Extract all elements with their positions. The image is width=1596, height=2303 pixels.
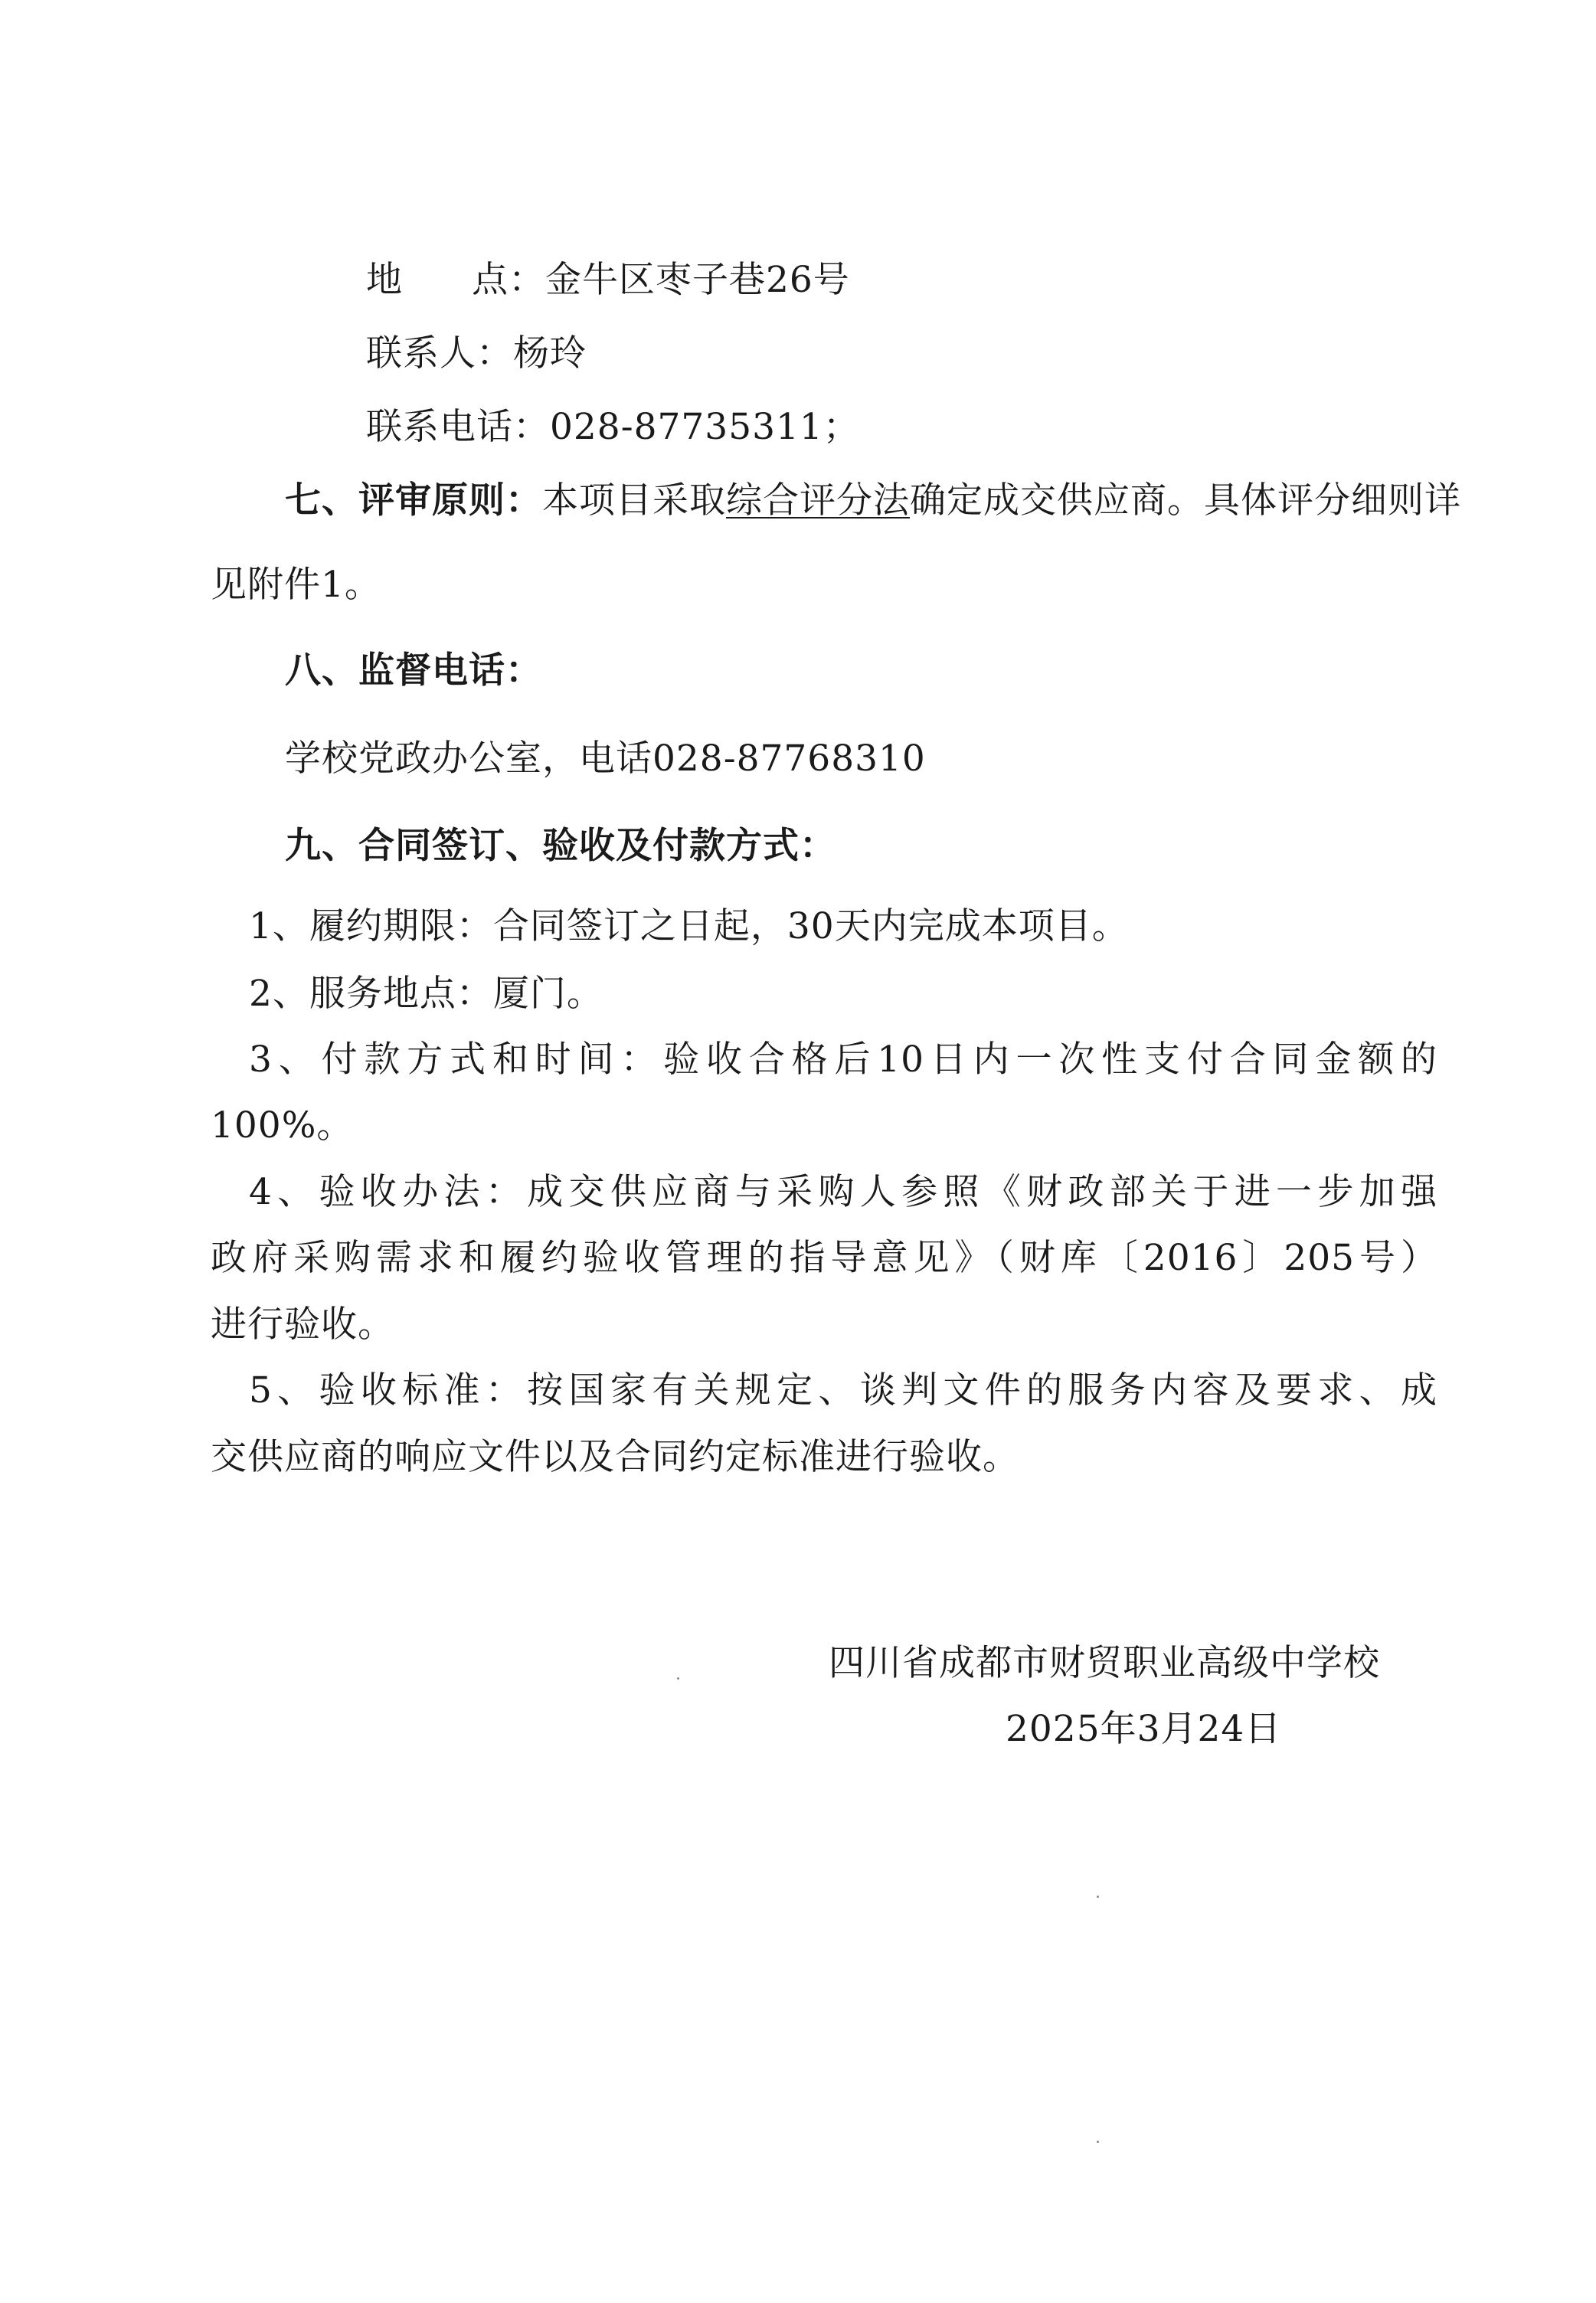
section7-method: 综合评分法: [726, 479, 910, 522]
location-value: 金牛区枣子巷26号: [545, 259, 850, 301]
section7-line2: 见附件1。: [211, 564, 381, 606]
section9-item5-line1: 5、验收标准：按国家有关规定、谈判文件的服务内容及要求、成: [249, 1369, 1437, 1412]
section7-text-after: 确定成交供应商。具体评分细则详: [910, 479, 1461, 522]
signature-date: 2025年3月24日: [1006, 1708, 1282, 1750]
scan-speck: [677, 1677, 679, 1680]
scan-speck: [1097, 1896, 1099, 1898]
section9-heading: 九、合同签订、验收及付款方式：: [285, 825, 836, 867]
section9-item4-line1: 4、验收办法：成交供应商与采购人参照《财政部关于进一步加强: [249, 1171, 1437, 1213]
location-label-a: 地: [366, 259, 403, 301]
section7-text-before: 本项目采取: [542, 479, 726, 522]
contact-person: 联系人：杨玲: [366, 332, 587, 375]
section7-heading: 七、评审原则：: [285, 479, 542, 522]
section8-heading: 八、监督电话：: [285, 649, 542, 692]
section7-line1: [285, 478, 1461, 524]
section9-item4-line3: 进行验收。: [211, 1304, 394, 1346]
section9-item1: 1、履约期限：合同签订之日起，30天内完成本项目。: [249, 905, 1129, 947]
section9-item5-line2: 交供应商的响应文件以及合同约定标准进行验收。: [211, 1436, 1019, 1478]
signature-org: 四川省成都市财贸职业高级中学校: [829, 1642, 1380, 1684]
section9-item3-line1: 3、付款方式和时间：验收合格后10日内一次性支付合同金额的: [249, 1039, 1437, 1081]
scan-speck: [1097, 2141, 1099, 2143]
section8-text: 学校党政办公室，电话028-87768310: [285, 738, 926, 780]
section9-item3-line2: 100%。: [211, 1104, 354, 1147]
section9-item4-line2: 政府采购需求和履约验收管理的指导意见》（财库〔2016〕205号）: [211, 1237, 1437, 1279]
section9-item2: 2、服务地点：厦门。: [249, 973, 603, 1015]
contact-phone: 联系电话：028-87735311；: [366, 406, 860, 448]
location-line: [366, 257, 850, 303]
location-label-b: 点：: [472, 259, 545, 301]
